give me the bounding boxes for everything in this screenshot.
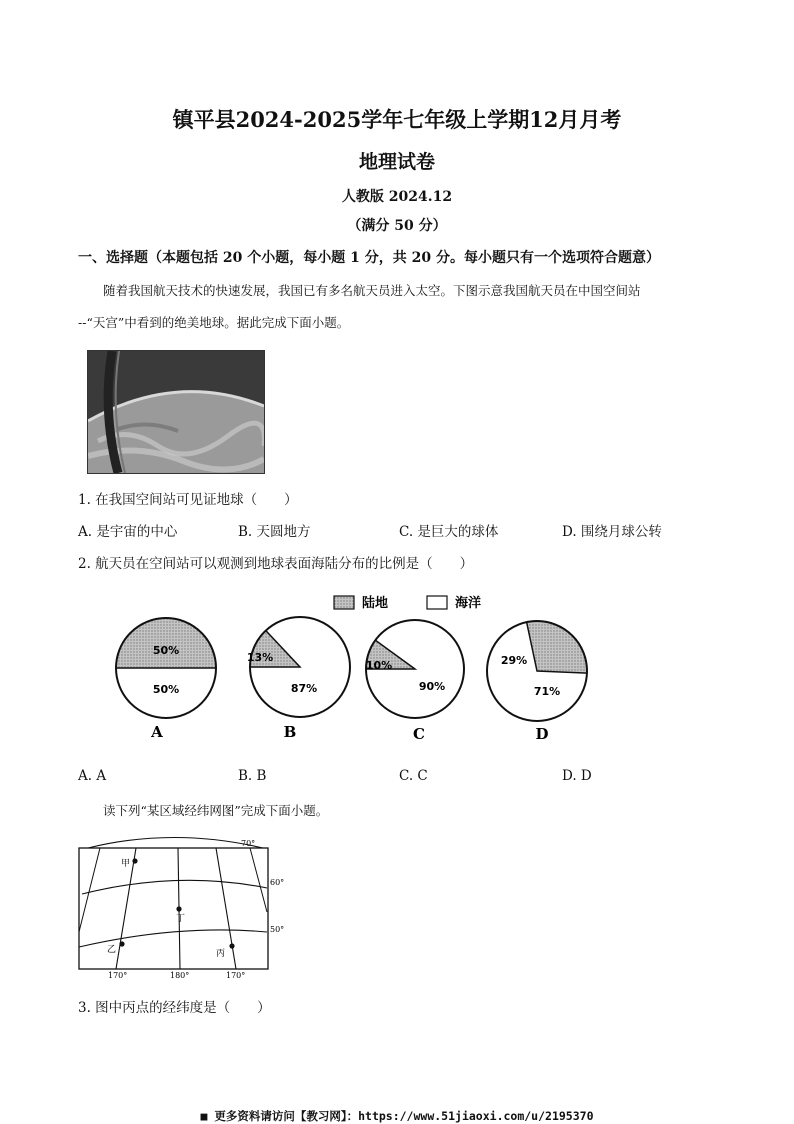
pie-d-land-label: 29%: [500, 654, 528, 667]
lon-label-170e: 170°: [226, 971, 246, 980]
intro-line-1: 随着我国航天技术的快速发展，我国已有多名航天员进入太空。下图示意我国航天员在中国空间站: [103, 283, 641, 298]
point-jia: [132, 858, 137, 863]
section-heading: 一、选择题（本题包括 20 个小题，每小题 1 分，共 20 分。每小题只有一个选项符合题意）: [78, 250, 660, 266]
q2-option-b[interactable]: B. B: [238, 768, 267, 784]
pie-a-land-label: 50%: [152, 644, 180, 657]
q2-option-a[interactable]: A. A: [78, 768, 107, 784]
lon-label-170w: 170°: [108, 971, 128, 980]
question-2-stem: 2. 航天员在空间站可以观测到地球表面海陆分布的比例是（ ）: [78, 556, 474, 572]
lat-label-50: 50°: [270, 925, 285, 934]
earth-photo: [87, 350, 265, 474]
legend-land-label: 陆地: [362, 596, 389, 611]
point-label-bing: 丙: [216, 949, 226, 959]
footer-link[interactable]: ■ 更多资料请访问【教习网】：https://www.51jiaoxi.com/u/2195370: [200, 1109, 594, 1123]
lat-label-70: 70°: [241, 839, 256, 848]
q1-option-d[interactable]: D. 围绕月球公转: [562, 524, 662, 540]
q1-option-c[interactable]: C. 是巨大的球体: [399, 524, 499, 540]
pie-d-letter: D: [535, 725, 549, 743]
pie-c-land-label: 10%: [365, 659, 393, 672]
q1-option-b[interactable]: B. 天圆地方: [238, 524, 311, 540]
lon-label-180: 180°: [170, 971, 190, 980]
point-yi: [119, 941, 124, 946]
lat-label-60: 60°: [270, 878, 285, 887]
q2-option-d[interactable]: D. D: [562, 768, 592, 784]
pie-d: [487, 621, 587, 743]
pie-a-land-slice: [116, 618, 216, 668]
land-sea-pie-figure: [100, 585, 600, 755]
legend-sea-label: 海洋: [455, 596, 482, 611]
pie-c: [366, 620, 464, 743]
point-ding: [176, 906, 181, 911]
meridian-east-edge: [250, 848, 267, 912]
pie-b: [247, 617, 350, 741]
pie-b-letter: B: [283, 723, 297, 741]
question-1-stem: 1. 在我国空间站可见证地球（ ）: [78, 492, 298, 508]
pie-d-sea-label: 71%: [533, 685, 561, 698]
legend-sea-swatch: [427, 596, 447, 609]
q1-option-a[interactable]: A. 是宇宙的中心: [78, 524, 178, 540]
pie-a: [116, 618, 216, 741]
question-3-stem: 3. 图中丙点的经纬度是（ ）: [78, 1000, 271, 1016]
intro-line-2: --“天宫”中看到的绝美地球。据此完成下面小题。: [78, 315, 350, 330]
graticule-map: [78, 832, 298, 982]
pie-d-land-slice: [527, 621, 587, 673]
exam-title: 镇平县2024-2025学年七年级上学期12月月考: [172, 107, 622, 132]
pie-b-land-label: 13%: [246, 651, 274, 664]
point-label-jia: 甲: [121, 859, 131, 869]
pie-b-sea-label: 87%: [290, 682, 318, 695]
exam-score: （满分 50 分）: [347, 218, 447, 234]
parallel-60: [82, 880, 267, 894]
parallel-70: [88, 838, 263, 849]
point-label-yi: 乙: [107, 945, 117, 955]
point-bing: [229, 943, 234, 948]
pie-a-letter: A: [151, 723, 163, 741]
exam-subject: 地理试卷: [358, 151, 435, 173]
pie-c-letter: C: [413, 725, 425, 743]
map-intro: 读下列“某区域经纬网图”完成下面小题。: [103, 803, 329, 818]
exam-edition: 人教版 2024.12: [341, 189, 453, 205]
pie-c-sea-label: 90%: [418, 680, 446, 693]
q2-option-c[interactable]: C. C: [399, 768, 428, 784]
legend-land-swatch: [334, 596, 354, 609]
pie-a-sea-label: 50%: [152, 683, 180, 696]
point-label-ding: 丁: [176, 914, 186, 924]
